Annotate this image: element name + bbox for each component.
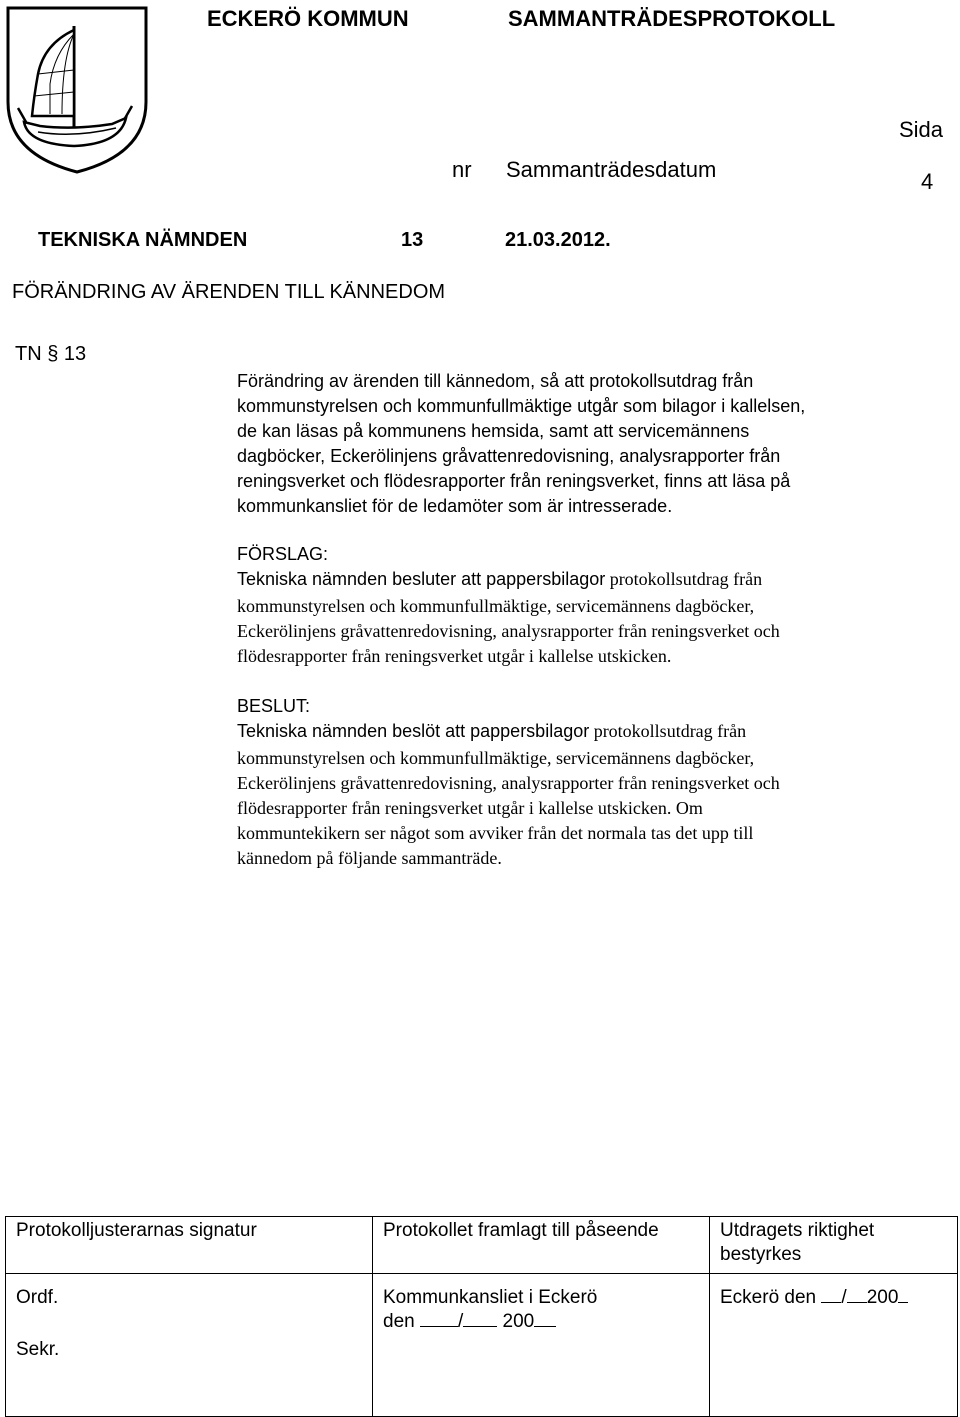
day-blank xyxy=(821,1286,841,1303)
intro-line: de kan läsas på kommunens hemsida, samt att servicemännens xyxy=(237,421,750,441)
signature-header: Protokolljusterarnas signatur xyxy=(6,1217,373,1274)
intro-paragraph xyxy=(237,369,917,519)
year-blank xyxy=(898,1286,908,1303)
signature-table xyxy=(5,1216,958,1417)
proposal-label: FÖRSLAG: xyxy=(237,544,329,564)
intro-line: dagböcker, Eckerölinjens gråvattenredovisning, analysrapporter från xyxy=(237,446,781,466)
decision-line: kännedom på följande sammanträde. xyxy=(237,848,502,868)
decision-line: Eckerölinjens gråvattenredovisning, analysrapporter från reningsverket och xyxy=(237,773,780,793)
decision-paragraph xyxy=(237,719,917,871)
eckero-den-label: Eckerö den xyxy=(720,1287,817,1308)
posting-cell xyxy=(373,1274,710,1417)
secretary-label: Sekr. xyxy=(16,1339,60,1360)
decision-line: protokollsutdrag från xyxy=(593,721,747,741)
section-reference: TN § 13 xyxy=(15,343,87,365)
certification-cell xyxy=(710,1274,958,1417)
proposal-line: flödesrapporter från reningsverket utgår i kallelse utskicken. xyxy=(237,646,672,666)
committee-name: TEKNISKA NÄMNDEN xyxy=(38,229,248,251)
coat-of-arms-logo xyxy=(4,4,150,176)
certification-header: Utdragets riktighet bestyrkes xyxy=(710,1217,958,1274)
meeting-date: 21.03.2012. xyxy=(505,229,611,251)
decision-line: kommuntekikern ser något som avviker från det normala tas det upp till xyxy=(237,823,754,843)
decision-lead: Tekniska nämnden beslöt att pappersbilagor xyxy=(237,721,590,741)
proposal-line: protokollsutdrag från xyxy=(609,569,763,589)
proposal-paragraph xyxy=(237,567,917,669)
proposal-line: kommunstyrelsen och kommunfullmäktige, servicemännens dagböcker, xyxy=(237,596,755,616)
section-title: FÖRÄNDRING AV ÄRENDEN TILL KÄNNEDOM xyxy=(12,281,446,303)
posting-office: Kommunkansliet i Eckerö xyxy=(383,1287,598,1308)
signature-cell xyxy=(6,1274,373,1417)
page-label: Sida xyxy=(899,117,944,142)
year-prefix: 200 xyxy=(502,1311,535,1332)
meeting-date-label: Sammanträdesdatum xyxy=(506,157,717,182)
chair-label: Ordf. xyxy=(16,1287,59,1308)
day-blank xyxy=(420,1310,458,1327)
date-separator: / xyxy=(457,1311,464,1332)
intro-line: Förändring av ärenden till kännedom, så att protokollsutdrag från xyxy=(237,371,754,391)
proposal-line: Eckerölinjens gråvattenredovisning, analysrapporter från reningsverket och xyxy=(237,621,780,641)
intro-line: kommunkansliet för de ledamöter som är intresserade. xyxy=(237,496,673,516)
decision-label: BESLUT: xyxy=(237,696,311,716)
date-separator: / xyxy=(841,1287,847,1308)
month-blank xyxy=(463,1310,497,1327)
nr-label: nr xyxy=(452,157,472,182)
month-blank xyxy=(847,1286,867,1303)
meeting-number: 13 xyxy=(401,229,424,251)
decision-line: kommunstyrelsen och kommunfullmäktige, servicemännens dagböcker, xyxy=(237,748,755,768)
posting-date xyxy=(383,1310,699,1334)
intro-line: kommunstyrelsen och kommunfullmäktige utgår som bilagor i kallelsen, xyxy=(237,396,806,416)
proposal-lead: Tekniska nämnden besluter att pappersbilagor xyxy=(237,569,606,589)
certification-date xyxy=(720,1286,947,1310)
year-blank xyxy=(534,1310,556,1327)
document-type: SAMMANTRÄDESPROTOKOLL xyxy=(508,6,836,31)
decision-line: flödesrapporter från reningsverket utgår i kallelse utskicken. Om xyxy=(237,798,703,818)
page-number: 4 xyxy=(921,169,934,194)
den-label: den xyxy=(383,1311,415,1332)
municipality-name: ECKERÖ KOMMUN xyxy=(207,6,409,31)
posting-header: Protokollet framlagt till påseende xyxy=(373,1217,710,1274)
year-prefix: 200 xyxy=(866,1287,899,1308)
intro-line: reningsverket och flödesrapporter från reningsverket, finns att läsa på xyxy=(237,471,791,491)
